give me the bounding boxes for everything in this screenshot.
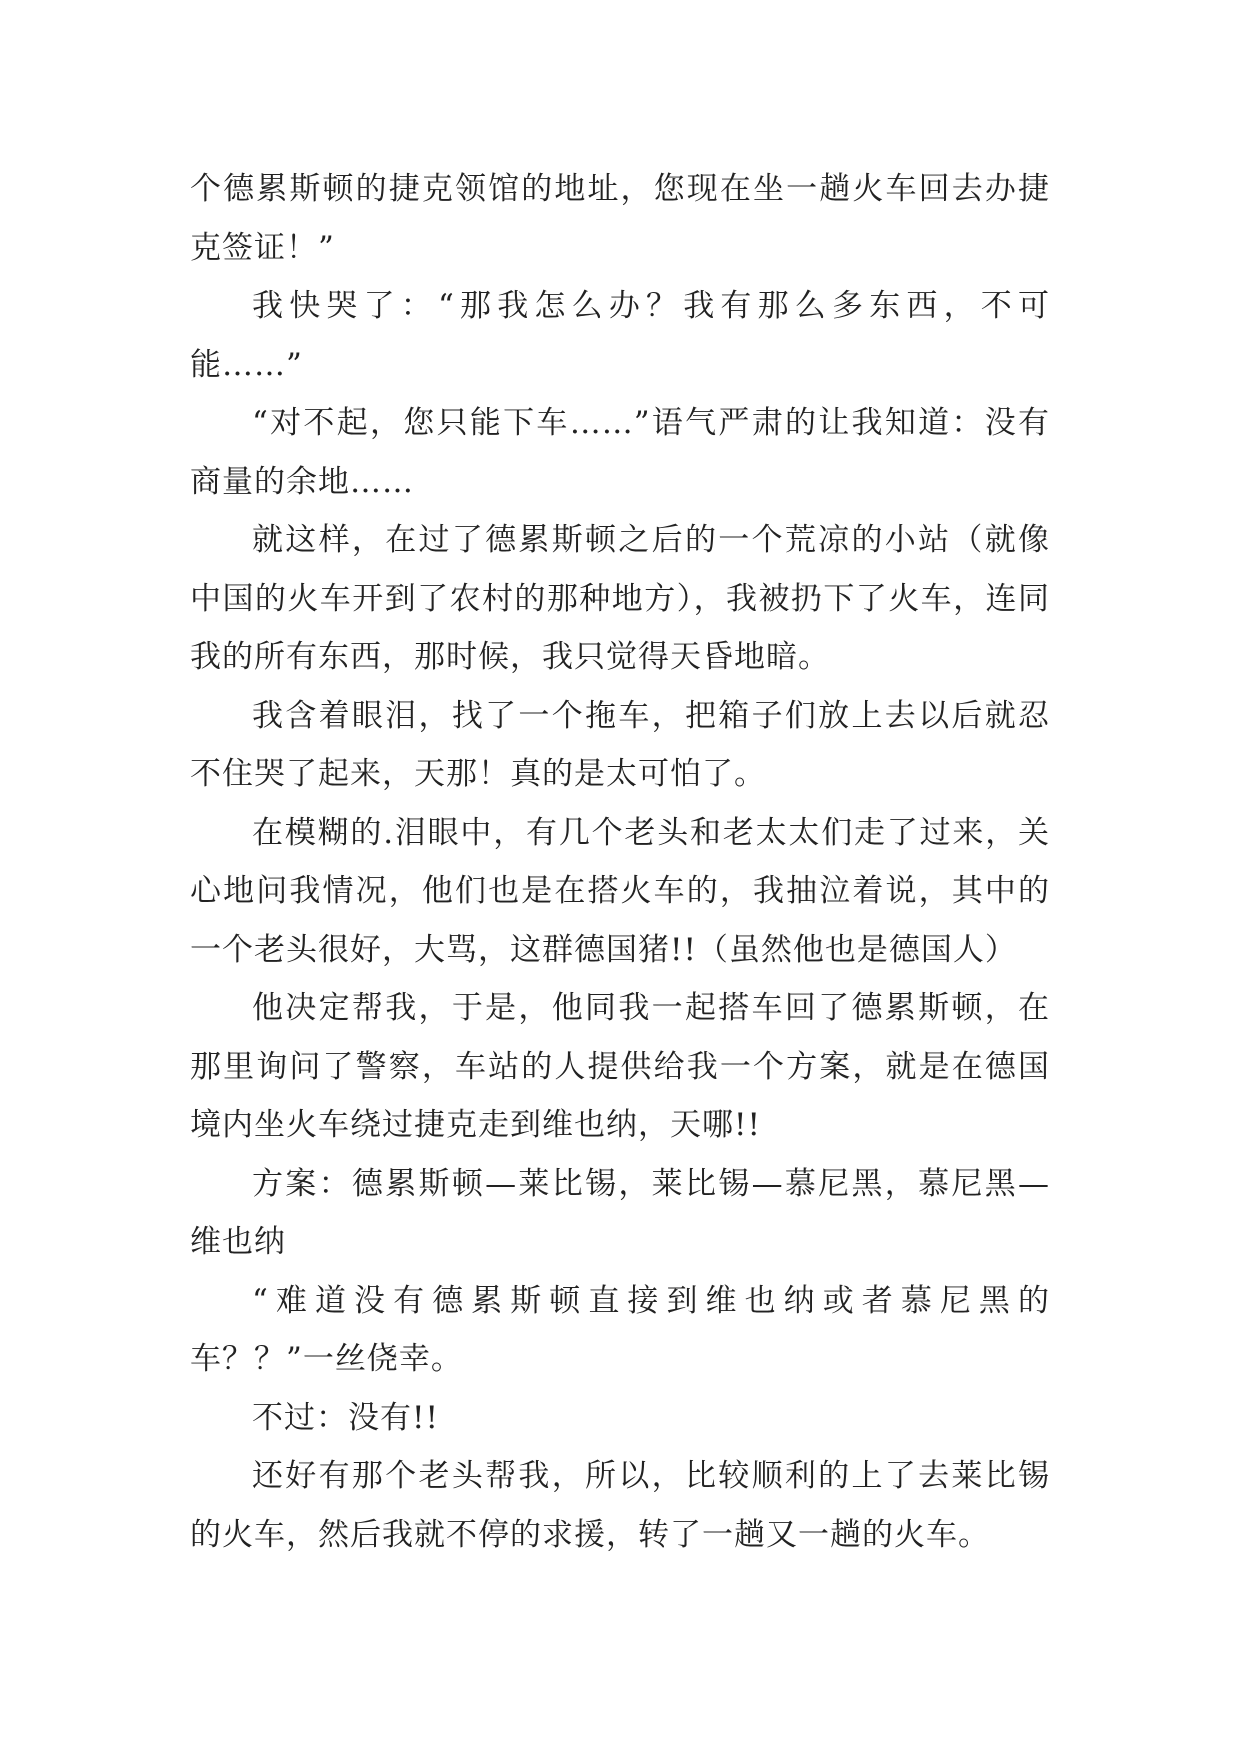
paragraph-3: “对不起，您只能下车……”语气严肃的让我知道：没有商量的余地…… [190, 405, 1050, 500]
paragraph-7: 他决定帮我，于是，他同我一起搭车回了德累斯顿，在那里询问了警察，车站的人提供给我一个方案，就是在德国境内坐火车绕过捷克走到维也纳，天哪!! [190, 990, 1050, 1143]
paragraph-10: 不过：没有!! [252, 1399, 439, 1436]
paragraph-1: 个德累斯顿的捷克领馆的地址，您现在坐一趟火车回去办捷克签证！” [190, 171, 1050, 266]
paragraph-9: “难道没有德累斯顿直接到维也纳或者慕尼黑的车？？”一丝侥幸。 [190, 1282, 1050, 1377]
paragraph-11: 还好有那个老头帮我，所以，比较顺利的上了去莱比锡的火车，然后我就不停的求援，转了一趟又一趟的火车。 [190, 1458, 1050, 1553]
paragraph-5: 我含着眼泪，找了一个拖车，把箱子们放上去以后就忍不住哭了起来，天那！真的是太可怕了。 [190, 697, 1050, 792]
body-text [190, 160, 1050, 1564]
paragraph-2: 我快哭了：“那我怎么办？我有那么多东西，不可能……” [190, 288, 1050, 383]
paragraph-6: 在模糊的.泪眼中，有几个老头和老太太们走了过来，关心地问我情况，他们也是在搭火车的，我抽泣着说，其中的一个老头很好，大骂，这群德国猪!!（虽然他也是德国人） [190, 814, 1050, 968]
paragraph-8: 方案：德累斯顿—莱比锡，莱比锡—慕尼黑，慕尼黑—维也纳 [190, 1165, 1050, 1260]
paragraph-4: 就这样，在过了德累斯顿之后的一个荒凉的小站（就像中国的火车开到了农村的那种地方），我被扔下了火车，连同我的所有东西，那时候，我只觉得天昏地暗。 [190, 522, 1050, 675]
